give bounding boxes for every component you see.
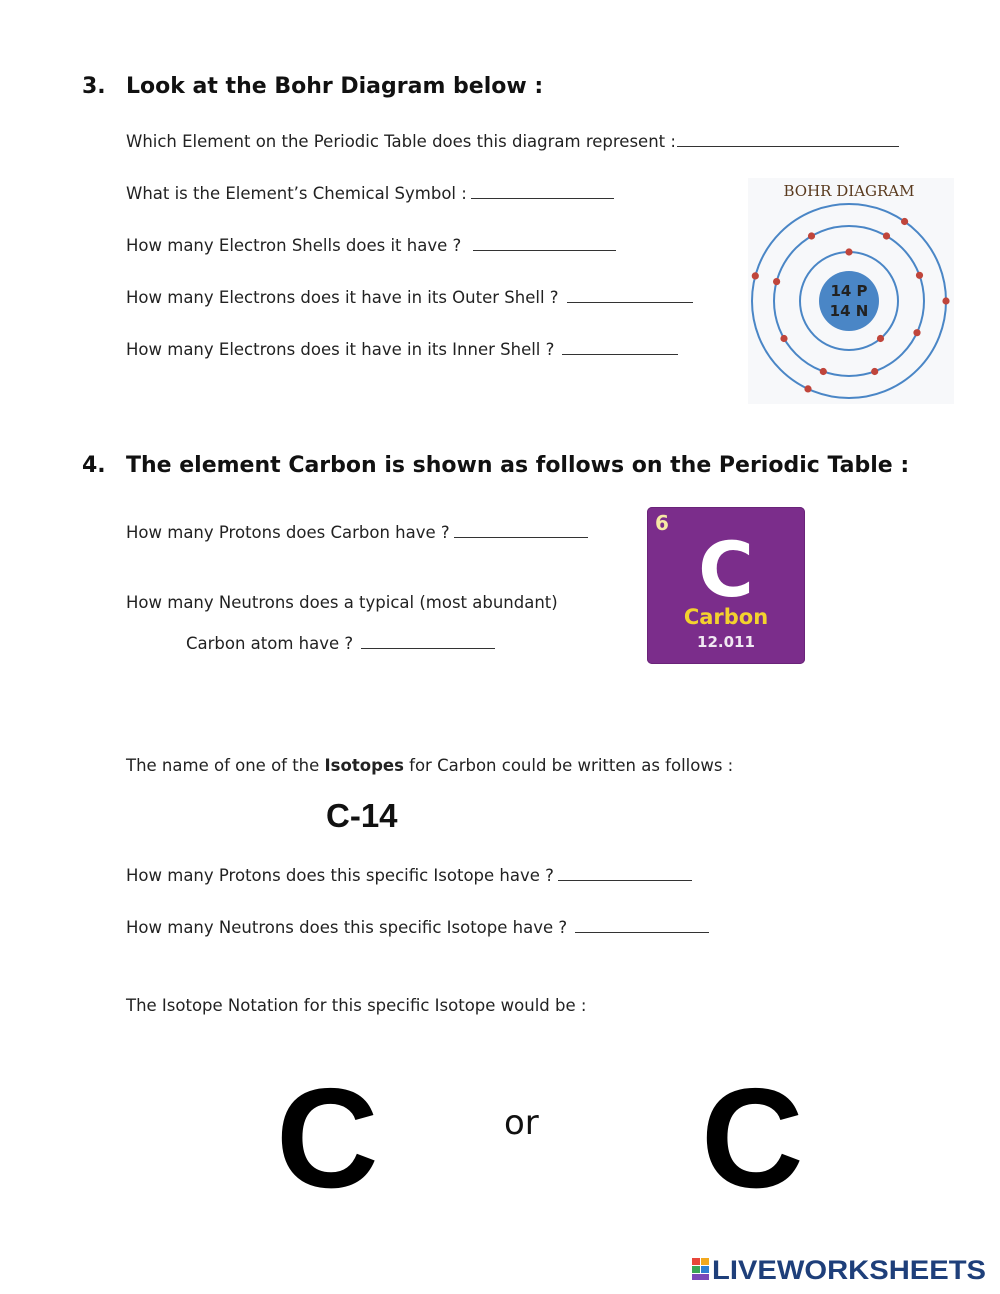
q3-line-symbol [126, 182, 614, 203]
notation-symbol-left: C [276, 1059, 379, 1218]
q3-line-element [126, 130, 899, 151]
logo-block-yellow [701, 1258, 709, 1265]
isotope-line-neutrons [126, 916, 709, 937]
electron [804, 385, 811, 392]
q3-line-outer [126, 286, 693, 307]
q4-question-neutrons-cont: Carbon atom have ? [186, 634, 354, 653]
logo-block-purple [692, 1274, 709, 1280]
electron [871, 368, 878, 375]
question-3-number: 3. [82, 74, 106, 99]
q3-question-outer-shell: How many Electrons does it have in its Outer Shell ? [126, 288, 559, 307]
electron [845, 248, 852, 255]
question-4-number: 4. [82, 453, 106, 478]
q4-question-neutrons: How many Neutrons does a typical (most abundant) [126, 593, 558, 612]
bohr-title: BOHR DIAGRAM [783, 182, 915, 200]
isotope-notation-intro: The Isotope Notation for this specific Isotope would be : [126, 996, 587, 1015]
bohr-diagram-svg [748, 178, 954, 404]
logo-block-red [692, 1258, 700, 1265]
electron [752, 272, 759, 279]
electron [916, 272, 923, 279]
q3-question-inner-shell: How many Electrons does it have in its Inner Shell ? [126, 340, 555, 359]
question-4-heading: The element Carbon is shown as follows on the Periodic Table : [126, 453, 910, 478]
electron [780, 335, 787, 342]
answer-blank-isotope-protons[interactable] [558, 864, 692, 881]
answer-blank-carbon-protons[interactable] [454, 521, 588, 538]
nucleus-protons: 14 P [830, 282, 868, 300]
tile-atomic-number: 6 [655, 511, 669, 535]
isotope-intro-bold: Isotopes [324, 756, 404, 775]
q4-line-protons [126, 521, 588, 542]
answer-blank-element[interactable] [677, 130, 899, 147]
isotope-line-protons [126, 864, 692, 885]
liveworksheets-logo-svg [692, 1255, 988, 1283]
isotope-intro [126, 756, 733, 775]
electron [883, 232, 890, 239]
nucleus-neutrons: 14 N [829, 302, 869, 320]
logo-block-blue [701, 1266, 709, 1273]
electron [901, 218, 908, 225]
answer-blank-shells[interactable] [473, 234, 616, 251]
isotope-question-neutrons: How many Neutrons does this specific Isotope have ? [126, 918, 568, 937]
question-3-heading: Look at the Bohr Diagram below : [126, 74, 544, 99]
q3-question-element: Which Element on the Periodic Table does this diagram represent : [126, 132, 676, 151]
tile-element-name: Carbon [683, 605, 769, 629]
notation-symbol-right: C [701, 1059, 804, 1218]
tile-atomic-mass: 12.011 [697, 633, 755, 651]
carbon-periodic-tile [647, 507, 805, 664]
electron [808, 232, 815, 239]
isotope-question-protons: How many Protons does this specific Isotope have ? [126, 866, 554, 885]
q3-line-inner [126, 338, 678, 359]
nucleus [819, 271, 879, 331]
logo-block-green [692, 1266, 700, 1273]
isotope-intro-after: for Carbon could be written as follows : [403, 756, 734, 775]
q3-question-shells: How many Electron Shells does it have ? [126, 236, 462, 255]
electron [820, 368, 827, 375]
tile-symbol: C [698, 525, 754, 614]
electron [942, 297, 949, 304]
answer-blank-outer-shell[interactable] [567, 286, 693, 303]
notation-or: or [504, 1103, 539, 1143]
q4-line-neutrons-cont [186, 632, 495, 653]
q3-line-shells [126, 234, 616, 255]
liveworksheets-logo [692, 1255, 988, 1287]
electron [877, 335, 884, 342]
answer-blank-isotope-neutrons[interactable] [575, 916, 709, 933]
answer-blank-carbon-neutrons[interactable] [361, 632, 495, 649]
answer-blank-inner-shell[interactable] [562, 338, 678, 355]
answer-blank-symbol[interactable] [471, 182, 614, 199]
isotope-intro-before: The name of one of the [126, 756, 325, 775]
bohr-diagram [748, 178, 954, 404]
electron [913, 329, 920, 336]
electron [773, 278, 780, 285]
logo-text: LIVEWORKSHEETS [712, 1255, 986, 1283]
isotope-name: C-14 [326, 797, 398, 834]
q3-question-symbol: What is the Element’s Chemical Symbol : [126, 184, 467, 203]
q4-question-protons: How many Protons does Carbon have ? [126, 523, 450, 542]
